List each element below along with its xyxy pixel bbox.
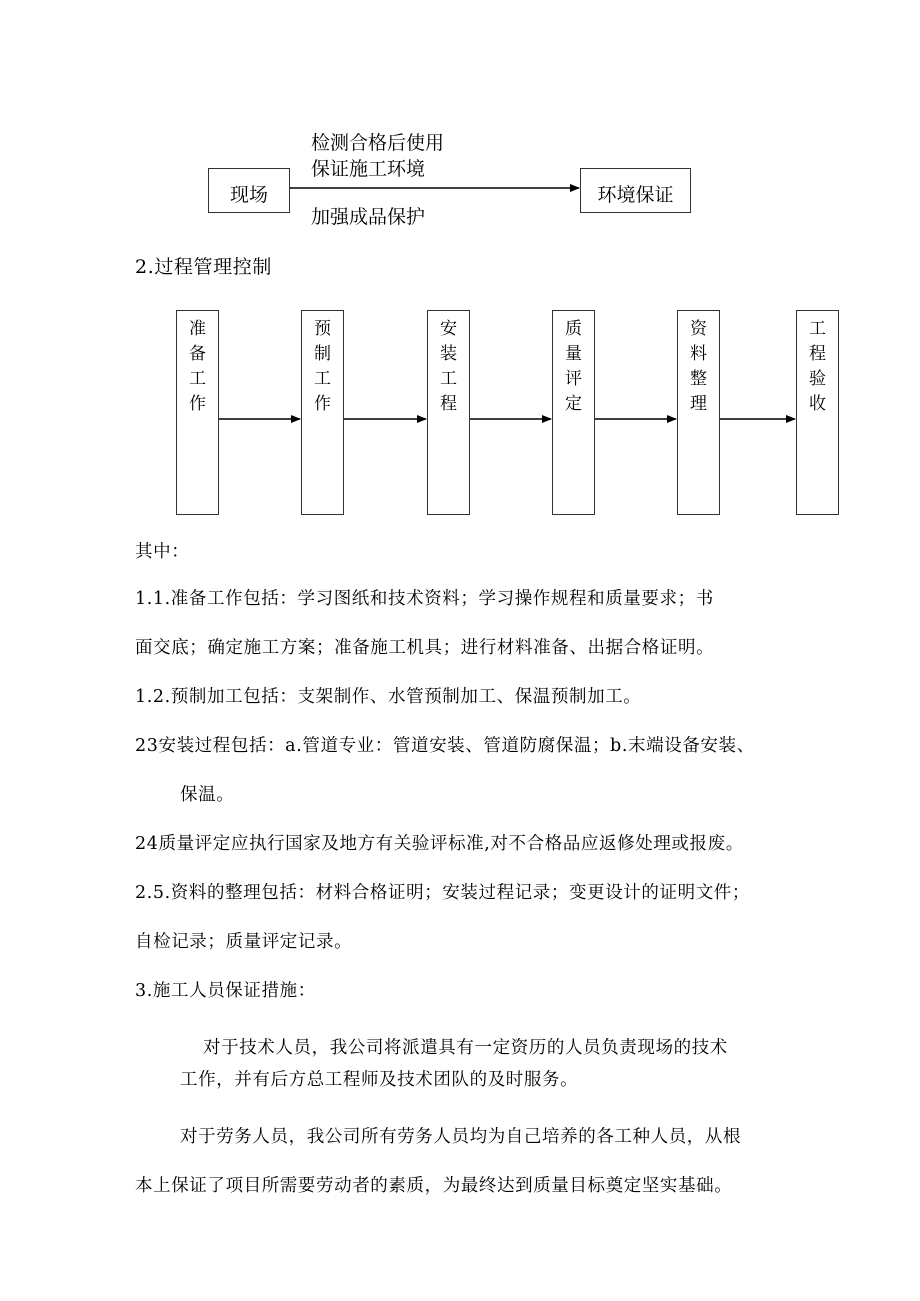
- process-step-documents-char: 资: [690, 319, 707, 339]
- process-step-acceptance-char: 程: [809, 344, 826, 364]
- process-step-install-char: 程: [440, 394, 457, 414]
- process-step-quality-char: 量: [565, 344, 582, 364]
- item-23-line-1: 23安装过程包括：a.管道专业：管道安装、管道防腐保温；b.末端设备安装、: [135, 736, 755, 756]
- process-step-install-char: 工: [440, 369, 457, 389]
- para-tech-line-2: 工作，并有后方总工程师及技术团队的及时服务。: [180, 1070, 579, 1090]
- env-label-top-1: 检测合格后使用: [311, 132, 445, 154]
- section3-title: 3.施工人员保证措施：: [135, 981, 316, 1001]
- env-label-bottom: 加强成品保护: [311, 206, 426, 228]
- process-step-acceptance-char: 工: [809, 319, 826, 339]
- env-box-site-label: 现场: [229, 184, 268, 206]
- item-2-5-line-2: 自检记录；质量评定记录。: [135, 932, 353, 952]
- process-step-prepare-char: 准: [189, 319, 206, 339]
- process-step-quality-char: 质: [565, 319, 582, 339]
- process-step-prefab-char: 作: [314, 394, 331, 414]
- para-labor-line-1: 对于劳务人员，我公司所有劳务人员均为自己培养的各工种人员，从根: [180, 1127, 742, 1147]
- process-step-prepare-char: 工: [189, 369, 206, 389]
- section2-title: 2.过程管理控制: [135, 256, 272, 278]
- process-step-quality-char: 评: [565, 369, 582, 389]
- item-1-1-line-2: 面交底；确定施工方案；准备施工机具；进行材料准备、出据合格证明。: [135, 638, 715, 658]
- process-step-prefab-char: 工: [314, 369, 331, 389]
- process-step-prefab-char: 预: [314, 319, 331, 339]
- item-23-line-2: 保温。: [180, 785, 235, 805]
- process-step-prepare-char: 作: [189, 394, 206, 414]
- process-step-quality-char: 定: [565, 394, 582, 414]
- item-1-2: 1.2.预制加工包括：支架制作、水管预制加工、保温预制加工。: [135, 687, 642, 707]
- process-step-prepare-char: 备: [189, 344, 206, 364]
- env-box-guarantee-label: 环境保证: [597, 184, 674, 206]
- process-step-acceptance-char: 验: [809, 369, 826, 389]
- env-label-top-2: 保证施工环境: [311, 158, 426, 180]
- para-labor-line-2: 本上保证了项目所需要劳动者的素质，为最终达到质量目标奠定坚实基础。: [135, 1176, 733, 1196]
- process-step-prefab-char: 制: [314, 344, 331, 364]
- process-step-documents-char: 整: [690, 369, 707, 389]
- intro-text: 其中：: [135, 542, 190, 562]
- para-tech-line-1: 对于技术人员，我公司将派遣具有一定资历的人员负责现场的技术: [203, 1038, 728, 1058]
- process-step-acceptance-char: 收: [809, 394, 826, 414]
- item-2-5-line-1: 2.5.资料的整理包括：材料合格证明；安装过程记录；变更设计的证明文件；: [135, 883, 750, 903]
- process-step-install-char: 装: [440, 344, 457, 364]
- item-1-1-line-1: 1.1.准备工作包括：学习图纸和技术资料；学习操作规程和质量要求；书: [135, 589, 714, 609]
- process-step-install-char: 安: [440, 319, 457, 339]
- item-24: 24质量评定应执行国家及地方有关验评标准,对不合格品应返修处理或报废。: [135, 834, 744, 854]
- process-step-documents-char: 理: [690, 394, 707, 414]
- process-step-documents-char: 料: [690, 344, 707, 364]
